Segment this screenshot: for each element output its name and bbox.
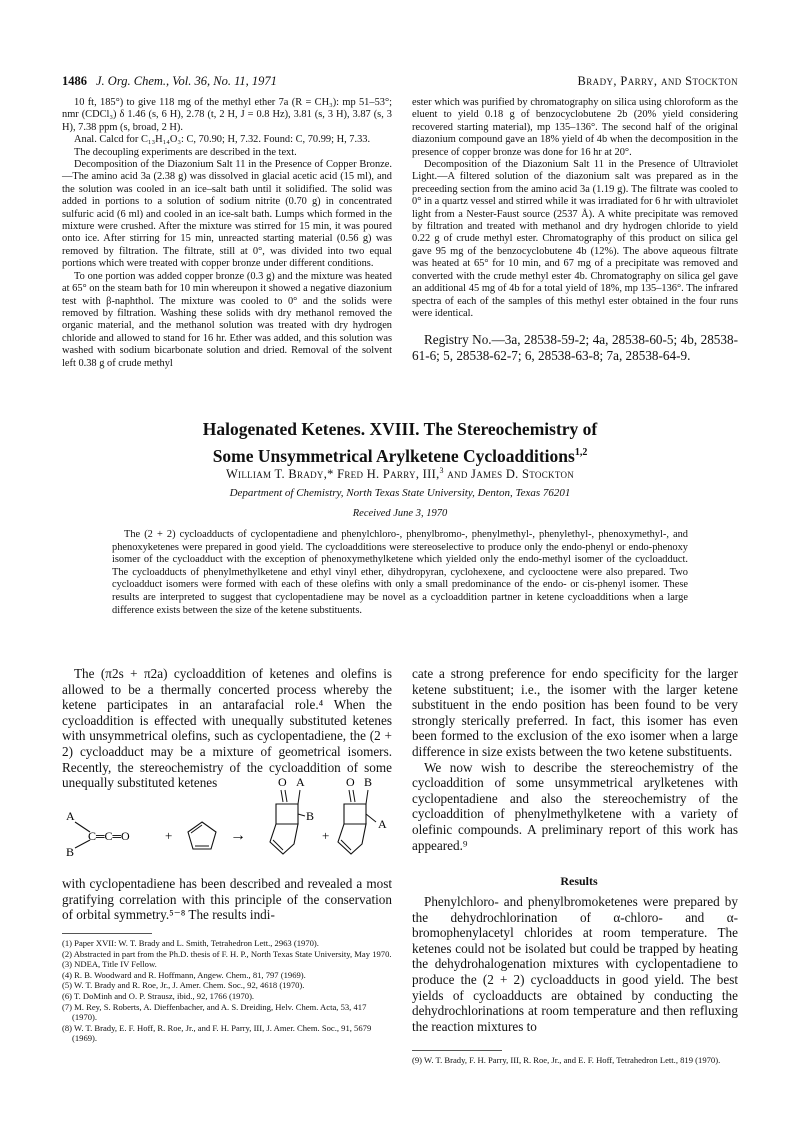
running-authors: Brady, Parry, and Stockton bbox=[577, 74, 738, 88]
footnotes-right bbox=[412, 1055, 738, 1066]
scheme-plus-1: + bbox=[165, 828, 173, 843]
scheme-arrow: → bbox=[230, 827, 246, 844]
copper-bronze-paragraph: Decomposition of the Diazonium Salt 11 in the Presence of Copper Bronze.—The amino acid 3a (2.38 g) was dissolved in glacial acetic acid (15 ml), and the solution was cooled in an ice–salt bath until it solidified. The solid was added in portions to a solution of sodium nitrite (0.70 g) in concentrated sulfuric acid (6 ml) and cooled in an ice-salt bath. Lumps which formed in the mixture were crushed. After the mixture was stirred for 15 min, it was poured onto ice. After stirring for 15 min, unreacted starting material (0.56 g) was removed by filtration. The filtrate, still at 0°, was divided into two equal portions which were treated with copper bronze under different conditions. bbox=[62, 159, 392, 270]
cycloadduct-endo-b bbox=[338, 775, 387, 854]
footnote-rule-right bbox=[412, 1050, 502, 1051]
body-left-bottom bbox=[62, 876, 392, 923]
results-paragraph: Phenylchloro- and phenylbromoketenes were prepared by the dehydrochlorination of α-chloro- and α-bromophenylacetyl chlorides at room temperature. The ketenes could not be isolated but could be trapped by heating the dehydrohalogenation mixtures with cyclopentadiene to produce the (2 + 2) cycloadducts in good yield. The best yields of cycloadducts are obtained by conducting the dehydrochlorinations at room temperature and then refluxing the reaction mixtures to bbox=[412, 894, 738, 1034]
running-header bbox=[62, 74, 738, 92]
reaction-scheme bbox=[62, 772, 402, 868]
registry-numbers: Registry No.—3a, 28538-59-2; 4a, 28538-60-5; 4b, 28538-61-6; 5, 28538-62-7; 6, 28538-63-8; 7a, 28538-64-9. bbox=[412, 332, 738, 363]
footnote-5: (5) W. T. Brady and R. Roe, Jr., J. Amer. Chem. Soc., 92, 4618 (1970). bbox=[62, 980, 305, 991]
department: Department of Chemistry, North Texas State University, Denton, Texas 76201 bbox=[229, 487, 571, 499]
uv-light-paragraph: Decomposition of the Diazonium Salt 11 in the Presence of Ultraviolet Light.—A filtered solution of the diazonium salt was prepared as in the preceeding section from the amino acid 3a (1.19 g). The filtrate was cooled to 0° in a quartz vessel and stirred while it was irradiated for 6 hr with ultraviolet light from a Nester-Faust source (2537 Å). A white precipitate was removed by filtration and treated with methanol and dry hydrogen chloride to yield 0.22 g of crude methyl ester. Chromatography of this product on silica gel gave 95 mg of the benzocyclobutene 4b (12%). The above aqueous filtrate was heated at 65° for 10 min, and 67 mg of a precipitate was removed and converted with the crude methyl ester 4b. Chromatography on silica gel gave an additional 45 mg of 4b for a total yield of 18%, mp 135–136°. The infrared spectra of each of the samples of this methyl ester obtained in the four runs were identical. bbox=[412, 159, 738, 319]
footnote-4: (4) R. B. Woodward and R. Hoffmann, Angew. Chem., 81, 797 (1969). bbox=[62, 969, 306, 980]
footnote-3: (3) NDEA, Title IV Fellow. bbox=[62, 959, 157, 970]
footnote-8: (8) W. T. Brady, E. F. Hoff, R. Roe, Jr., and F. H. Parry, III, J. Amer. Chem. Soc., 91, 5679 (1969). bbox=[62, 1022, 372, 1044]
title-line-1: Halogenated Ketenes. XVIII. The Stereochemistry of bbox=[202, 419, 598, 439]
results-paragraph-block bbox=[412, 894, 738, 1034]
cyclopentadiene-ring bbox=[188, 822, 216, 849]
endo-specificity-paragraph: cate a strong preference for endo specificity for the larger ketene substituent; i.e., the isomer with the larger ketene substituent in the endo position has been found to be very strongly sterically preferred. In fact, this isomer has even been formed to the exclusion of the exo isomer when a large difference in size exists between the two ketene substituents. bbox=[412, 666, 738, 759]
decoupling-paragraph: The decoupling experiments are described in the text. bbox=[74, 146, 297, 158]
article-title bbox=[90, 418, 710, 468]
experimental-paragraph: 10 ft, 185°) to give 118 mg of the methyl ether 7a (R = CH₃): mp 51–53°; nmr (CDCl₃) δ 1.46 (s, 6 H), 2.78 (t, 2 H, J = 0.8 Hz), 3.81 (s, 3 H), 3.87 (s, 3 H), 7.38 ppm (s, broad, 2 H). bbox=[62, 97, 392, 133]
intro-paragraph-cont: with cyclopentadiene has been described and revealed a most gratifying correlation with this principle of the conservation of orbital symmetry.⁵⁻⁸ The results indi- bbox=[62, 876, 392, 923]
product1-label-a: A bbox=[296, 775, 305, 789]
purification-paragraph: ester which was purified by chromatography on silica using chloroform as the eluent to yield 0.18 g of benzocyclobutene 2b (20% yield considering recovered starting material), mp 135–136°. The second half of the original diazonium compound gave an 18% yield of 4b when the decomposition in the presence of copper bronze was done for 16 hr at 20°. bbox=[412, 97, 738, 158]
title-footnote-marks: 1,2 bbox=[574, 447, 588, 458]
journal-citation: J. Org. Chem., Vol. 36, No. 11, 1971 bbox=[96, 74, 277, 88]
footnotes-left bbox=[62, 938, 392, 1044]
article-authors bbox=[62, 466, 738, 482]
scheme-label-a: A bbox=[66, 809, 75, 823]
footnote-1: (1) Paper XVII: W. T. Brady and L. Smith, Tetrahedron Lett., 2963 (1970). bbox=[62, 938, 319, 948]
product2-label-a: A bbox=[378, 817, 387, 831]
scheme-label-b: B bbox=[66, 845, 75, 859]
copper-bronze-paragraph-2: To one portion was added copper bronze (0.3 g) and the mixture was heated at 65° on the steam bath for 10 min whereupon it showed a negative diazonium test with β-naphthol. The mixture was cooled to 0° and the solids were removed by filtration. Washing these solids with dry methanol removed the organic material, and the methanol solution was treated with dry hydrogen chloride and allowed to stand for 16 hr. Ether was added, and this solution was washed with sodium bicarbonate solution and dried. Removal of the solvent left 0.38 g of crude methyl bbox=[62, 270, 392, 369]
product1-label-b: B bbox=[306, 809, 315, 823]
abstract: The (2 + 2) cycloadducts of cyclopentadiene and phenylchloro-, phenylbromo-, phenylmethyl-, phenylethyl-, phenoxymethyl-, and phenoxyketenes were prepared in good yield. The cycloadditions were stereoselective to produce only the endo-phenyl or endo-phenoxy isomer of the cycloadduct with the exception of phenoxymethylketene which yielded only the endo-methyl isomer of the cycloadduct. The cycloadducts of phenylmethylketene and ethyl vinyl ether, dihydropyran, cyclohexene, and cyclooctene were also prepared. Two cycloadduct isomers were formed with each of these olefins with only a small predominance of the endo- or cis-phenyl isomer. These results are interpreted to suggest that cyclopentadiene may be novel as a cycloaddition partner in ketene cycloadditions when a large difference exists between the size of the ketene substituents. bbox=[112, 529, 688, 616]
footnote-2: (2) Abstracted in part from the Ph.D. thesis of F. H. P., North Texas State University, May 1970. bbox=[62, 948, 392, 959]
scheme-ketene: C═C═O bbox=[88, 829, 130, 843]
page-number: 1486 bbox=[62, 74, 87, 88]
body-right bbox=[412, 666, 738, 853]
product1-oxygen: O bbox=[278, 775, 287, 789]
received-date: Received June 3, 1970 bbox=[352, 508, 448, 519]
prev-article-right-column bbox=[412, 97, 738, 363]
authors-footnote-mark: 3 bbox=[439, 466, 444, 475]
footnote-rule-left bbox=[62, 933, 152, 934]
cycloadduct-endo-a bbox=[270, 775, 314, 854]
title-line-2-text: Some Unsymmetrical Arylketene Cycloadditions bbox=[212, 445, 575, 466]
product2-label-b: B bbox=[364, 775, 373, 789]
authors-text-a: William T. Brady,* Fred H. Parry, III, bbox=[225, 467, 440, 482]
footnote-9: (9) W. T. Brady, F. H. Parry, III, R. Roe, Jr., and E. F. Hoff, Tetrahedron Lett., 819 (1970). bbox=[412, 1055, 721, 1065]
product2-oxygen: O bbox=[346, 775, 355, 789]
footnote-6: (6) T. DoMinh and O. P. Strausz, ibid., 92, 1766 (1970). bbox=[62, 990, 255, 1001]
intro-paragraph: The (π2s + π2a) cycloaddition of ketenes and olefins is allowed to be a thermally concerted process whereby the ketene participates in an antarafacial role.⁴ When the cycloaddition is effected with unequally substituted ketenes with unsymmetrical olefins, such as cyclopentadiene, the (2 + 2) cycloadduct may be a mixture of geometrical isomers. Recently, the stereochemistry of the cycloaddition of some unequally substituted ketenes bbox=[62, 666, 392, 791]
prev-article-left-column bbox=[62, 97, 392, 370]
footnote-7: (7) M. Rey, S. Roberts, A. Dieffenbacher, and A. S. Dreiding, Helv. Chem. Acta, 53, 417 (1970). bbox=[62, 1001, 367, 1023]
scheme-plus-2: + bbox=[322, 828, 330, 843]
authors-text-b: and James D. Stockton bbox=[443, 467, 575, 482]
results-heading: Results bbox=[560, 874, 598, 888]
analysis-paragraph: Anal. Calcd for C₁₃H₁₄O₃: C, 70.90; H, 7.32. Found: C, 70.99; H, 7.33. bbox=[74, 134, 371, 146]
present-work-paragraph: We now wish to describe the stereochemistry of the cycloaddition of some unsymmetrical arylketenes with cyclopentadiene and also the stereochemistry of the cycloaddition of phenylmethylketene with a variety of olefinic compounds. A preliminary report of this work has appeared.⁹ bbox=[412, 759, 738, 853]
title-line-2 bbox=[90, 441, 710, 468]
